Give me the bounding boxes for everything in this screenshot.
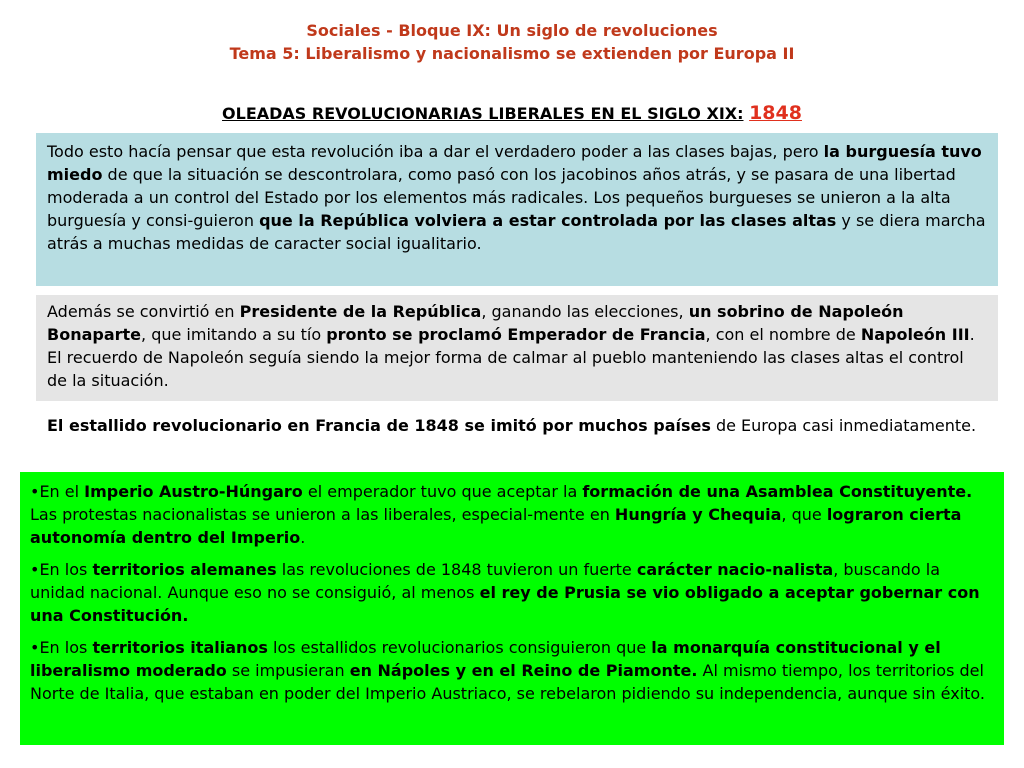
text-run: , que: [781, 505, 827, 524]
text-run: .: [300, 528, 306, 547]
text-run: se impusieran: [226, 661, 350, 680]
bold-run: lograron cierta autonomía dentro del Imperio: [30, 505, 962, 547]
bold-run: la burguesía tuvo miedo: [47, 142, 982, 184]
text-run: , ganando las elecciones,: [481, 302, 689, 321]
imitation-paragraph: [47, 414, 987, 437]
bourgeoisie-fear-paragraph: [47, 140, 987, 255]
bold-run: la monarquía constitucional y el liberalismo moderado: [30, 638, 941, 680]
bold-run: Hungría y Chequia: [614, 505, 782, 524]
bold-run: pronto se proclamó Emperador de Francia: [326, 325, 706, 344]
text-run: Al mismo tiempo, los territorios del Norte de Italia, que estaban en poder del Imperio Austriaco, se rebelaron pidiendo su independencia, aunque sin éxito.: [30, 661, 986, 703]
section-title: [0, 101, 1024, 126]
text-run: •En los: [30, 560, 93, 579]
bold-run: formación de una Asamblea Constituyente.: [582, 482, 973, 501]
header-topic-title: Tema 5: Liberalismo y nacionalismo se extienden por Europa II: [229, 44, 795, 63]
text-run: •En los: [30, 638, 93, 657]
bullet-german-territories: [30, 558, 994, 627]
text-run: , que imitando a su tío: [141, 325, 327, 344]
slide-header: [0, 19, 1024, 65]
bold-run: un sobrino de Napoleón Bonaparte: [47, 302, 904, 344]
bold-run: territorios alemanes: [92, 560, 277, 579]
section-title-text: OLEADAS REVOLUCIONARIAS LIBERALES EN EL SIGLO XIX:: [222, 104, 744, 123]
bullet-austro-hungarian: [30, 480, 994, 549]
revolutions-by-country-box: [20, 472, 1004, 745]
text-run: y se diera marcha atrás a muchas medidas de caracter social igualitario.: [47, 211, 986, 253]
text-run: los estallidos revolucionarios consiguieron que: [267, 638, 652, 657]
text-run: •En el: [30, 482, 85, 501]
text-run: Además se convirtió en: [47, 302, 240, 321]
bold-run: carácter nacio-nalista: [636, 560, 834, 579]
bullet-italian-territories: [30, 636, 994, 705]
section-title-year: 1848: [749, 102, 802, 124]
bold-run: El estallido revolucionario en Francia de 1848 se imitó por muchos países: [47, 416, 711, 435]
bourgeoisie-fear-box: [36, 133, 998, 286]
text-run: , con el nombre de: [705, 325, 861, 344]
bold-run: en Nápoles y en el Reino de Piamonte.: [349, 661, 698, 680]
header-course-title: Sociales - Bloque IX: Un siglo de revoluciones: [306, 21, 718, 40]
bold-run: territorios italianos: [92, 638, 268, 657]
napoleon-iii-box: [36, 295, 998, 401]
bold-run: Imperio Austro-Húngaro: [84, 482, 303, 501]
napoleon-iii-paragraph: [47, 300, 987, 392]
bold-run: Presidente de la República: [239, 302, 482, 321]
text-run: las revoluciones de 1848 tuvieron un fuerte: [276, 560, 637, 579]
text-run: Todo esto hacía pensar que esta revolución iba a dar el verdadero poder a las clases bajas, pero: [47, 142, 824, 161]
bold-run: que la República volviera a estar controlada por las clases altas: [259, 211, 837, 230]
text-run: el emperador tuvo que aceptar la: [302, 482, 583, 501]
bold-run: Napoleón III: [860, 325, 970, 344]
imitation-statement: [36, 410, 998, 441]
text-run: , buscando la unidad nacional. Aunque eso no se consiguió, al menos: [30, 560, 941, 602]
text-run: de Europa casi inmediatamente.: [710, 416, 977, 435]
bold-run: el rey de Prusia se vio obligado a aceptar gobernar con una Constitución.: [30, 583, 980, 625]
text-run: Las protestas nacionalistas se unieron a las liberales, especial-mente en: [30, 505, 615, 524]
text-run: de que la situación se descontrolara, como pasó con los jacobinos años atrás, y se pasara de una libertad moderada a un control del Estado por los elementos más radicales. Los pequeños burgueses se unieron a la alta burguesía y consi-guieron: [47, 165, 956, 230]
text-run: . El recuerdo de Napoleón seguía siendo la mejor forma de calmar al pueblo manteniendo las clases altas el control de la situación.: [47, 325, 975, 390]
